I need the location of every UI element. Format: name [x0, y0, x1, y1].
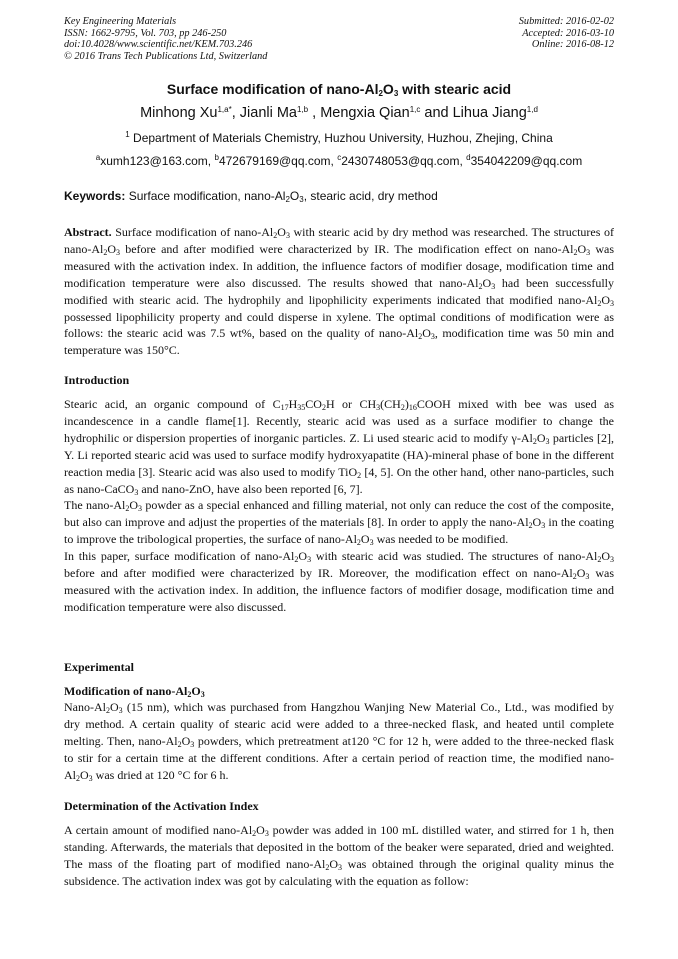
email-link[interactable]: 354042209@qq.com: [470, 154, 583, 168]
abstract-label: Abstract.: [64, 225, 112, 239]
section-heading-introduction: Introduction: [64, 373, 130, 387]
email-link[interactable]: 472679169@qq.com,: [218, 154, 338, 168]
accepted-date: Accepted: 2016-03-10: [522, 27, 614, 39]
author-list: Minhong $Xu^{1,a*}$, Jianli Ma$^{1,b}$ , Mengxia Qian$^{1,c}$ and Lihua Jiang$^{1,d}$: [140, 105, 538, 121]
journal-info: [64, 16, 384, 62]
affiliation: $^1$ Department of Materials Chemistry, Huzhou University, Huzhou, Zhejing, China: [125, 130, 553, 145]
keywords-label: Keywords:: [64, 189, 126, 203]
email-link[interactable]: xumh123@163.com,: [100, 154, 215, 168]
submitted-date: Submitted: 2016-02-02: [518, 16, 614, 27]
section-heading-experimental: Experimental: [64, 660, 134, 674]
paper-title: Surface modification of nano-$Al_2O_3$ with stearic acid: [166, 81, 512, 98]
subsection-heading-activation-index: Determination of the Activation Index: [64, 799, 259, 813]
introduction-body: [64, 396, 614, 616]
author-name: Minhong Xu: [140, 105, 218, 121]
paragraph: The nano-$Al_2O_3$ powder as a special enhanced and filling material, not only can reduce the cost of the composite, but also can improve and adjust the properties of the materials [8]. In order to apply the nano-$Al_2O_3$ in the coating to improve the tribological properties, the surface of nano-$Al_2O_3$ was needed to be modified.: [64, 498, 614, 548]
publication-dates: [354, 16, 614, 51]
paragraph: Stearic acid, an organic compound of $C_{17}H_{35}CO_2H$ or $CH_3(CH_2)_{16}COOH$ mixed with bee was used as incandescence in a candle flame[1]. Recently, stearic acid was used as a surface modifier to change the hydrophilic or dispersion properties of inorganic particles. Z. Li used stearic acid to modify $\gamma-Al_2O_3$ particles [2], Y. Li reported stearic acid was used to surface modify hydroxyapatite (HA)-mineral phase of bone in the different reaction media [3]. Stearic acid was also used to modify TiO$_2$ [4, 5]. On the other hand, other nano-particles, such as nano-CaCO$_3$ and nano-ZnO, have also been reported [6, 7].: [64, 397, 615, 497]
subsection-heading-modification: Modification of nano-$Al_2O_3$: [64, 684, 205, 699]
paragraph: Nano-$Al_2O_3$ (15 nm), which was purchased from Hangzhou Wanjing New Material Co., Ltd., was modified by dry method. A certain quality of stearic acid were added to a three-necked flask, and heated until complete melting. Then, nano-$Al_2O_3$ powders, which pretreatment at120 °C for 12 h, were added to the three-necked flask to stir for a certain time at the different conditions. After a certain period of reaction time, the modified nano-$Al_2O_3$ was dried at 120 °C for 6 h.: [64, 700, 614, 783]
modification-body: [64, 699, 614, 784]
paragraph: A certain amount of modified nano-$Al_2O_3$ powder was added in 100 mL distilled water, and stirred for 1 h, then standing. Afterwards, the materials that deposited in the bottom of the beaker were separated, dried and weighted. The mass of the floating part of modified nano-$Al_2O_3$ was obtained through the original quality minus the subsidence. The activation index was got by calculating with the equation as follow:: [64, 823, 615, 888]
author-name: Jianli Ma: [239, 105, 297, 121]
online-date: Online: 2016-08-12: [531, 39, 614, 51]
copyright: © 2016 Trans Tech Publications Ltd, Switzerland: [64, 50, 268, 62]
author-emails: $^a$xumh123@163.com, $^b$472679169@qq.com, $^c$2430748053@qq.com, $^d$354042209@qq.com: [95, 153, 583, 168]
author-name: Lihua Jiang: [452, 105, 527, 121]
issn-volume: ISSN: 1662-9795, Vol. 703, pp 246-250: [64, 27, 227, 39]
doi[interactable]: doi:10.4028/www.scientific.net/KEM.703.246: [64, 39, 253, 51]
email-link[interactable]: 2430748053@qq.com,: [341, 154, 467, 168]
paragraph: In this paper, surface modification of nano-$Al_2O_3$ with stearic acid was studied. The structures of nano-$Al_2O_3$ before and after modified were characterized by IR. Moreover, the modification effect on nano-$Al_2O_3$ was measured with the activation index. In addition, the influence factors of modifier dosage, modification time and modification temperature were also discussed.: [64, 549, 615, 614]
abstract: Abstract. Surface modification of nano-$Al_2O_3$ with stearic acid by dry method was researched. The structures of nano-$Al_2O_3$ before and after modified were characterized by IR. The modification effect on nano-$Al_2O_3$ was measured with the activation index. In addition, the influence factors of modifier dosage, modification time and modification temperature were also discussed. The results showed that nano-$Al_2O_3$ had been successfully modified with stearic acid. The hydrophily and lipophilicity experiments indicated that modified nano-$Al_2O_3$ possessed lipophilicity property and could disperse in xylene. The optimal conditions of modification were as follows: the stearic acid was 7.5 wt%, based on the quality of nano-$Al_2O_3$, modification time was 50 min and temperature was 150°C.: [64, 225, 614, 358]
journal-name: Key Engineering Materials: [64, 16, 177, 27]
keywords: Keywords: Surface modification, nano-$Al_2O_3$, stearic acid, dry method: [64, 189, 438, 204]
activation-index-body: [64, 822, 614, 890]
author-name: Mengxia Qian: [320, 105, 410, 121]
